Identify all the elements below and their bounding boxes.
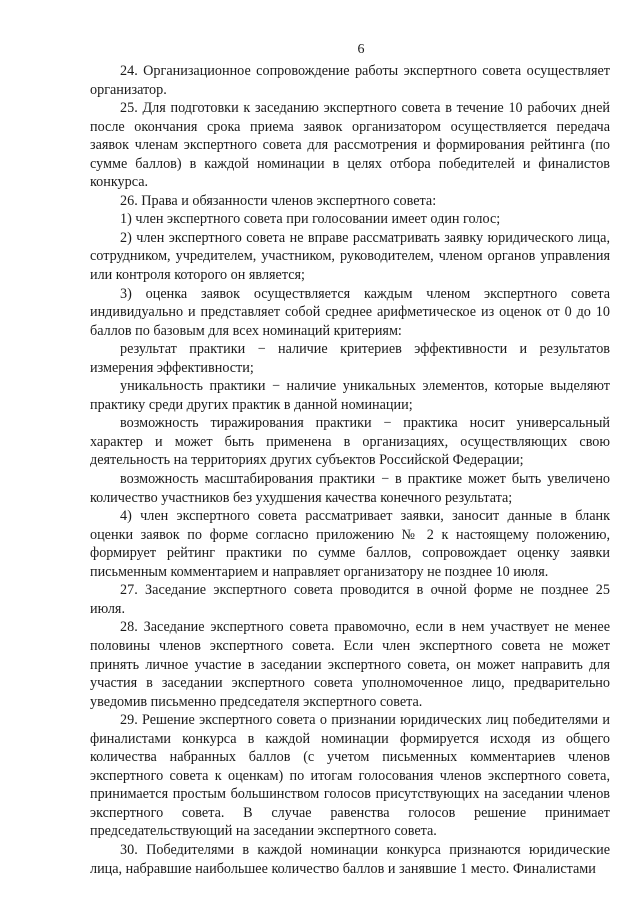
paragraph-26: 26. Права и обязанности членов экспертного совета: bbox=[120, 192, 437, 209]
paragraph-30: 30. Победителями в каждой номинации конкурса признаются юридические лица, набравшие наибольшее количество баллов и занявшие 1 место. Финалистами bbox=[90, 841, 610, 877]
paragraph-26-item-4: 4) член экспертного совета рассматривает заявки, заносит данные в бланк оценки заявок по форме согласно приложению № 2 к настоящему положению, формирует рейтинг практики по сумме баллов, сопровождает оценку заявки письменным комментарием и направляет организатору не позднее 10 июля. bbox=[90, 508, 610, 580]
paragraph-26-item-2: 2) член экспертного совета не вправе рассматривать заявку юридического лица, сотрудником, учредителем, участником, руководителем, членом органов управления или контроля которого он является; bbox=[90, 229, 610, 284]
criterion-replication: возможность тиражирования практики − практика носит универсальный характер и может быть применена в организациях, осуществляющих свою деятельность на территориях других субъектов Российской Федерации; bbox=[90, 415, 610, 469]
page-number: 6 bbox=[357, 42, 365, 57]
paragraph-28: 28. Заседание экспертного совета правомочно, если в нем участвует не менее половины членов экспертного совета. Если член экспертного совета не может принять личное участие в заседании экспертного совета, он может направить для участия в заседании экспертного совета уполномоченное лицо, предварительно уведомив письменно председателя экспертного совета. bbox=[90, 619, 610, 710]
criterion-result: результат практики − наличие критериев эффективности и результатов измерения эффективности; bbox=[90, 341, 610, 376]
criterion-uniqueness: уникальность практики − наличие уникальных элементов, которые выделяют практику среди других практик в данной номинации; bbox=[90, 378, 610, 413]
paragraph-29: 29. Решение экспертного совета о признании юридических лиц победителями и финалистами конкурса в каждой номинации формируется исходя из общего количества набранных баллов (с учетом письменных комментариев членов экспертного совета к оценкам) по итогам голосования членов экспертного совета, принимается простым большинством голосов присутствующих на заседании членов экспертного совета. В случае равенства голосов решение принимает председательствующий на заседании экспертного совета. bbox=[90, 712, 610, 840]
paragraph-26-item-1: 1) член экспертного совета при голосовании имеет один голос; bbox=[120, 211, 501, 228]
paragraph-24: 24. Организационное сопровождение работы экспертного совета осуществляет организатор. bbox=[90, 63, 610, 98]
criterion-scaling: возможность масштабирования практики − в практике может быть увеличено количество участников без ухудшения качества конечного результата; bbox=[90, 471, 610, 506]
paragraph-27: 27. Заседание экспертного совета проводится в очной форме не позднее 25 июля. bbox=[90, 582, 610, 617]
paragraph-25: 25. Для подготовки к заседанию экспертного совета в течение 10 рабочих дней после окончания срока приема заявок организатором осуществляется передача заявок членам экспертного совета для рассмотрения и формирования рейтинга (по сумме баллов) в каждой номинации в целях отбора победителей и финалистов конкурса. bbox=[90, 100, 610, 191]
paragraph-26-item-3: 3) оценка заявок осуществляется каждым членом экспертного совета индивидуально и представляет собой среднее арифметическое из оценок от 0 до 10 баллов по базовым для всех номинаций критериям: bbox=[90, 285, 610, 339]
